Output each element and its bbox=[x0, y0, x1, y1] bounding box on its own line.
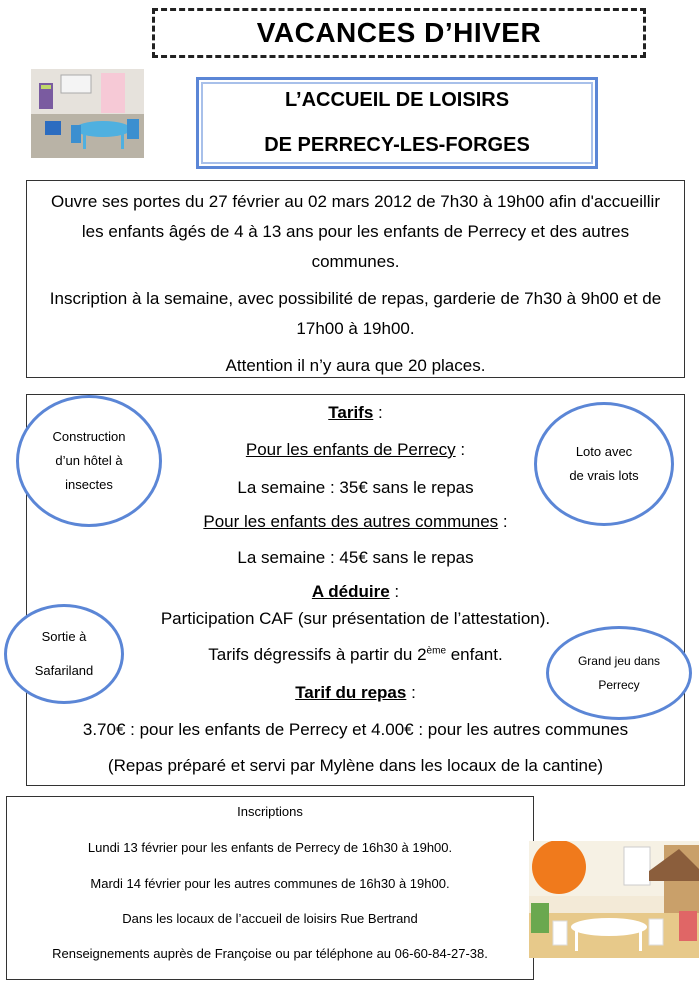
intro-paragraph-inscription: Inscription à la semaine, avec possibilité de repas, garderie de 7h30 à 9h00 et de 17h00 à 19h00. bbox=[49, 289, 662, 338]
perrecy-label-suffix: : bbox=[455, 440, 466, 459]
repas-note: (Repas préparé et servi par Mylène dans les locaux de la cantine) bbox=[107, 756, 604, 775]
subtitle-line-2: DE PERRECY-LES-FORGES bbox=[264, 134, 530, 156]
perrecy-price: La semaine : 35€ sans le repas bbox=[237, 478, 474, 497]
degressif-sup: ème bbox=[426, 645, 446, 657]
degressif-post: enfant. bbox=[446, 645, 503, 664]
subtitle-line-1: L’ACCUEIL DE LOISIRS bbox=[284, 89, 510, 111]
deduire-heading-line bbox=[27, 582, 684, 602]
activity-safari-text: Sortie à Safariland bbox=[34, 629, 94, 678]
inscriptions-box bbox=[6, 796, 534, 980]
activity-loto-text: Loto avec de vrais lots bbox=[569, 444, 639, 483]
caf-line: Participation CAF (sur présentation de l’attestation). bbox=[160, 609, 551, 628]
repas-heading: Tarif du repas bbox=[295, 683, 407, 702]
activity-hotel-text: Construction d’un hôtel à insectes bbox=[52, 429, 126, 492]
intro-box bbox=[26, 180, 685, 378]
inscriptions-line-2: Mardi 14 février pour les autres communes de 16h30 à 19h00. bbox=[90, 876, 450, 891]
tarifs-heading: Tarifs bbox=[328, 403, 374, 422]
autres-price: La semaine : 45€ sans le repas bbox=[237, 548, 474, 567]
degressif-pre: Tarifs dégressifs à partir du 2 bbox=[208, 645, 427, 664]
inscriptions-line-1: Lundi 13 février pour les enfants de Perrecy de 16h30 à 19h00. bbox=[87, 840, 453, 855]
activity-grandjeu-text: Grand jeu dans Perrecy bbox=[577, 654, 661, 692]
page-title-box bbox=[152, 8, 646, 58]
repas-heading-suffix: : bbox=[406, 683, 416, 702]
activity-circle-grandjeu bbox=[546, 626, 692, 720]
repas-prices: 3.70€ : pour les enfants de Perrecy et 4.00€ : pour les autres communes bbox=[82, 720, 629, 739]
activity-circle-hotel bbox=[16, 395, 162, 527]
page-title: VACANCES D’HIVER bbox=[256, 17, 542, 48]
tarifs-heading-suffix: : bbox=[373, 403, 383, 422]
inscriptions-line-3: Dans les locaux de l’accueil de loisirs Rue Bertrand bbox=[122, 911, 418, 926]
playroom-photo bbox=[529, 841, 699, 958]
autres-label-suffix: : bbox=[498, 512, 508, 531]
classroom-photo bbox=[31, 69, 144, 158]
activity-circle-safari bbox=[4, 604, 124, 704]
activity-circle-loto bbox=[534, 402, 674, 526]
subtitle-box bbox=[196, 77, 598, 169]
intro-paragraph-dates: Ouvre ses portes du 27 février au 02 mars 2012 de 7h30 à 19h00 afin d'accueillir les enfants âgés de 4 à 13 ans pour les enfants de Perrecy et des autres communes. bbox=[50, 192, 660, 271]
inscriptions-line-4: Renseignements auprès de Françoise ou par téléphone au 06-60-84-27-38. bbox=[52, 946, 488, 961]
deduire-heading: A déduire bbox=[311, 582, 390, 601]
intro-paragraph-places: Attention il n’y aura que 20 places. bbox=[225, 356, 486, 375]
inscriptions-title: Inscriptions bbox=[237, 804, 303, 819]
deduire-heading-suffix: : bbox=[389, 582, 400, 601]
autres-label: Pour les enfants des autres communes bbox=[203, 512, 499, 531]
perrecy-label: Pour les enfants de Perrecy bbox=[245, 440, 456, 459]
